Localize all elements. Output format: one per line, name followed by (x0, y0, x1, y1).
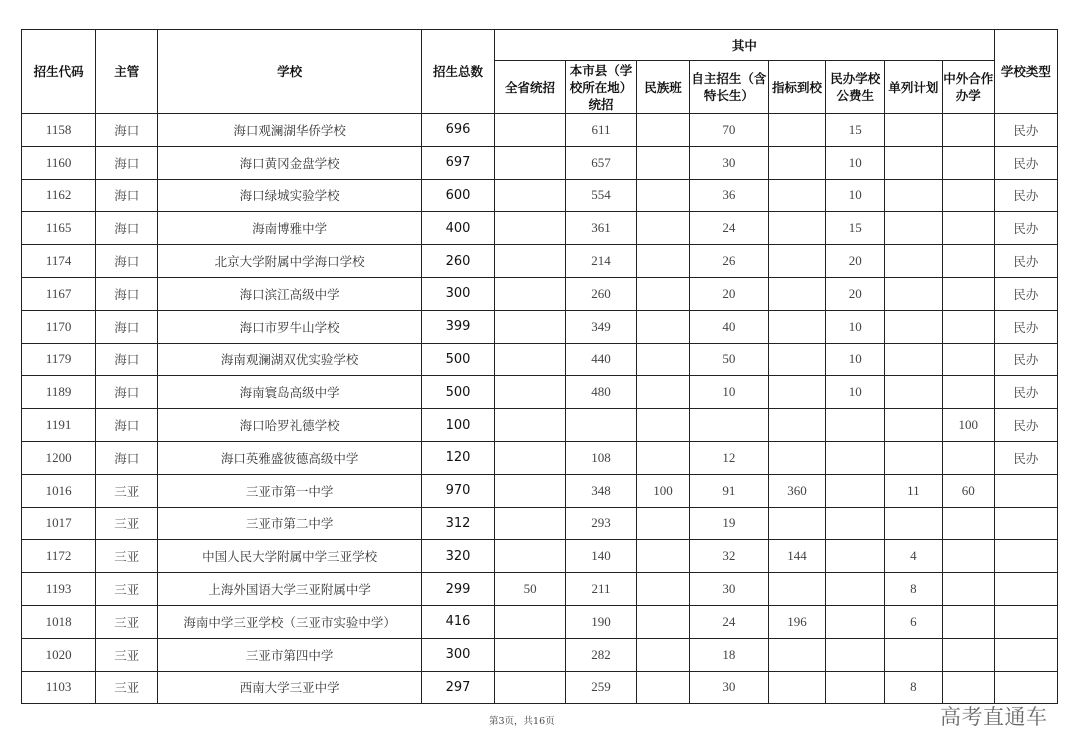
cell-separate-plan (885, 146, 943, 179)
header-row-1 (22, 30, 1058, 61)
cell-separate-plan (885, 343, 943, 376)
cell-local: 480 (566, 376, 637, 409)
header-quota-to-school: 指标到校 (768, 61, 826, 114)
cell-school-type (994, 573, 1057, 606)
cell-school: 西南大学三亚中学 (158, 671, 422, 704)
cell-local (566, 409, 637, 442)
cell-school-type: 民办 (994, 245, 1057, 278)
table-row (22, 245, 1058, 278)
cell-school-type: 民办 (994, 376, 1057, 409)
cell-code: 1162 (22, 179, 96, 212)
cell-independent: 26 (690, 245, 769, 278)
cell-ethnic-class (636, 409, 689, 442)
cell-quota-to-school (768, 179, 826, 212)
cell-private-public-funded (826, 540, 885, 573)
cell-independent (690, 409, 769, 442)
cell-separate-plan (885, 277, 943, 310)
table-row (22, 671, 1058, 704)
cell-local: 293 (566, 507, 637, 540)
cell-school: 上海外国语大学三亚附属中学 (158, 573, 422, 606)
cell-school-type: 民办 (994, 409, 1057, 442)
cell-total: 970 (421, 474, 494, 507)
cell-ethnic-class (636, 573, 689, 606)
cell-school-type: 民办 (994, 212, 1057, 245)
cell-sino-foreign: 100 (942, 409, 994, 442)
cell-local: 108 (566, 441, 637, 474)
enrollment-plan-table (21, 29, 1058, 704)
cell-authority: 三亚 (96, 474, 158, 507)
cell-code: 1200 (22, 441, 96, 474)
cell-independent: 40 (690, 310, 769, 343)
cell-province-wide (495, 212, 566, 245)
cell-local: 260 (566, 277, 637, 310)
cell-private-public-funded (826, 409, 885, 442)
table-row (22, 638, 1058, 671)
header-group-of-which: 其中 (495, 30, 995, 61)
cell-separate-plan (885, 441, 943, 474)
table-row (22, 212, 1058, 245)
cell-sino-foreign (942, 179, 994, 212)
cell-sino-foreign (942, 441, 994, 474)
table-row (22, 441, 1058, 474)
cell-total: 399 (421, 310, 494, 343)
cell-independent: 10 (690, 376, 769, 409)
cell-code: 1160 (22, 146, 96, 179)
cell-independent: 30 (690, 146, 769, 179)
cell-quota-to-school (768, 573, 826, 606)
cell-independent: 50 (690, 343, 769, 376)
cell-private-public-funded: 15 (826, 114, 885, 147)
cell-province-wide (495, 638, 566, 671)
cell-total: 300 (421, 638, 494, 671)
cell-school-type: 民办 (994, 146, 1057, 179)
cell-school: 海口哈罗礼德学校 (158, 409, 422, 442)
header-total: 招生总数 (421, 30, 494, 114)
header-school-type: 学校类型 (994, 30, 1057, 114)
cell-quota-to-school (768, 671, 826, 704)
cell-separate-plan (885, 376, 943, 409)
cell-quota-to-school (768, 376, 826, 409)
cell-sino-foreign (942, 671, 994, 704)
cell-school: 海南观澜湖双优实验学校 (158, 343, 422, 376)
cell-total: 696 (421, 114, 494, 147)
cell-private-public-funded (826, 441, 885, 474)
cell-separate-plan (885, 114, 943, 147)
cell-school-type (994, 605, 1057, 638)
cell-local: 440 (566, 343, 637, 376)
cell-code: 1016 (22, 474, 96, 507)
cell-sino-foreign (942, 507, 994, 540)
cell-ethnic-class: 100 (636, 474, 689, 507)
cell-local: 211 (566, 573, 637, 606)
cell-code: 1017 (22, 507, 96, 540)
cell-sino-foreign (942, 277, 994, 310)
cell-ethnic-class (636, 179, 689, 212)
cell-local: 282 (566, 638, 637, 671)
cell-authority: 海口 (96, 409, 158, 442)
cell-authority: 三亚 (96, 671, 158, 704)
cell-total: 100 (421, 409, 494, 442)
cell-quota-to-school: 196 (768, 605, 826, 638)
cell-school: 海口市罗牛山学校 (158, 310, 422, 343)
cell-authority: 三亚 (96, 507, 158, 540)
table-row (22, 277, 1058, 310)
table-row (22, 605, 1058, 638)
cell-local: 214 (566, 245, 637, 278)
cell-separate-plan: 8 (885, 573, 943, 606)
cell-province-wide: 50 (495, 573, 566, 606)
cell-school: 三亚市第四中学 (158, 638, 422, 671)
cell-school-type: 民办 (994, 277, 1057, 310)
cell-private-public-funded: 20 (826, 277, 885, 310)
cell-local: 554 (566, 179, 637, 212)
cell-school-type: 民办 (994, 114, 1057, 147)
header-school: 学校 (158, 30, 422, 114)
cell-school: 海口英雅盛彼德高级中学 (158, 441, 422, 474)
cell-province-wide (495, 179, 566, 212)
cell-school-type: 民办 (994, 179, 1057, 212)
table-row (22, 474, 1058, 507)
cell-authority: 海口 (96, 179, 158, 212)
cell-authority: 海口 (96, 343, 158, 376)
cell-separate-plan: 11 (885, 474, 943, 507)
cell-quota-to-school (768, 441, 826, 474)
table-row (22, 179, 1058, 212)
cell-independent: 18 (690, 638, 769, 671)
cell-sino-foreign (942, 343, 994, 376)
cell-ethnic-class (636, 540, 689, 573)
cell-total: 120 (421, 441, 494, 474)
cell-private-public-funded (826, 507, 885, 540)
cell-local: 348 (566, 474, 637, 507)
cell-code: 1191 (22, 409, 96, 442)
header-province-wide: 全省统招 (495, 61, 566, 114)
cell-authority: 海口 (96, 441, 158, 474)
cell-school: 中国人民大学附属中学三亚学校 (158, 540, 422, 573)
cell-authority: 海口 (96, 114, 158, 147)
cell-separate-plan (885, 179, 943, 212)
cell-school-type (994, 474, 1057, 507)
cell-ethnic-class (636, 146, 689, 179)
cell-independent: 30 (690, 671, 769, 704)
cell-school-type: 民办 (994, 310, 1057, 343)
cell-total: 299 (421, 573, 494, 606)
cell-total: 600 (421, 179, 494, 212)
cell-school-type: 民办 (994, 441, 1057, 474)
cell-school-type (994, 671, 1057, 704)
cell-sino-foreign (942, 212, 994, 245)
header-separate-plan: 单列计划 (885, 61, 943, 114)
cell-total: 312 (421, 507, 494, 540)
cell-sino-foreign (942, 376, 994, 409)
cell-ethnic-class (636, 343, 689, 376)
cell-total: 500 (421, 376, 494, 409)
table-body (22, 114, 1058, 704)
cell-ethnic-class (636, 638, 689, 671)
cell-sino-foreign (942, 540, 994, 573)
table-row (22, 507, 1058, 540)
cell-quota-to-school (768, 212, 826, 245)
cell-ethnic-class (636, 605, 689, 638)
cell-authority: 三亚 (96, 605, 158, 638)
table-row (22, 146, 1058, 179)
cell-sino-foreign: 60 (942, 474, 994, 507)
cell-independent: 32 (690, 540, 769, 573)
header-ethnic-class: 民族班 (636, 61, 689, 114)
table-row (22, 343, 1058, 376)
cell-quota-to-school (768, 343, 826, 376)
table-row (22, 409, 1058, 442)
cell-school: 海南中学三亚学校（三亚市实验中学） (158, 605, 422, 638)
cell-separate-plan (885, 409, 943, 442)
cell-quota-to-school (768, 277, 826, 310)
cell-quota-to-school (768, 638, 826, 671)
cell-code: 1179 (22, 343, 96, 376)
cell-school: 海口观澜湖华侨学校 (158, 114, 422, 147)
cell-private-public-funded: 10 (826, 343, 885, 376)
cell-province-wide (495, 146, 566, 179)
cell-ethnic-class (636, 441, 689, 474)
cell-province-wide (495, 507, 566, 540)
table-row (22, 573, 1058, 606)
cell-school: 三亚市第一中学 (158, 474, 422, 507)
cell-private-public-funded: 10 (826, 376, 885, 409)
cell-total: 416 (421, 605, 494, 638)
cell-province-wide (495, 441, 566, 474)
cell-ethnic-class (636, 245, 689, 278)
cell-private-public-funded (826, 671, 885, 704)
cell-private-public-funded: 20 (826, 245, 885, 278)
table-row (22, 540, 1058, 573)
cell-school: 海口滨江高级中学 (158, 277, 422, 310)
cell-separate-plan (885, 245, 943, 278)
cell-private-public-funded (826, 638, 885, 671)
cell-independent: 20 (690, 277, 769, 310)
table-row (22, 114, 1058, 147)
cell-private-public-funded (826, 573, 885, 606)
cell-local: 349 (566, 310, 637, 343)
cell-sino-foreign (942, 245, 994, 278)
cell-school: 海南博雅中学 (158, 212, 422, 245)
cell-province-wide (495, 671, 566, 704)
cell-independent: 70 (690, 114, 769, 147)
cell-sino-foreign (942, 573, 994, 606)
cell-sino-foreign (942, 114, 994, 147)
cell-ethnic-class (636, 277, 689, 310)
cell-school-type (994, 638, 1057, 671)
cell-local: 140 (566, 540, 637, 573)
cell-school: 三亚市第二中学 (158, 507, 422, 540)
cell-ethnic-class (636, 212, 689, 245)
cell-independent: 36 (690, 179, 769, 212)
cell-quota-to-school: 144 (768, 540, 826, 573)
cell-province-wide (495, 605, 566, 638)
cell-code: 1189 (22, 376, 96, 409)
cell-code: 1193 (22, 573, 96, 606)
cell-total: 400 (421, 212, 494, 245)
cell-code: 1018 (22, 605, 96, 638)
cell-authority: 海口 (96, 310, 158, 343)
cell-province-wide (495, 310, 566, 343)
cell-province-wide (495, 376, 566, 409)
cell-total: 300 (421, 277, 494, 310)
cell-total: 260 (421, 245, 494, 278)
cell-code: 1158 (22, 114, 96, 147)
cell-separate-plan (885, 638, 943, 671)
cell-sino-foreign (942, 146, 994, 179)
header-private-public-funded: 民办学校公费生 (826, 61, 885, 114)
cell-quota-to-school (768, 245, 826, 278)
cell-separate-plan: 8 (885, 671, 943, 704)
cell-independent: 12 (690, 441, 769, 474)
cell-ethnic-class (636, 671, 689, 704)
cell-local: 361 (566, 212, 637, 245)
header-sino-foreign: 中外合作办学 (942, 61, 994, 114)
cell-code: 1172 (22, 540, 96, 573)
cell-private-public-funded: 15 (826, 212, 885, 245)
cell-ethnic-class (636, 114, 689, 147)
watermark: 高考直通车 (940, 705, 1048, 729)
cell-local: 259 (566, 671, 637, 704)
page-number: 第3页，共16页 (489, 716, 555, 727)
cell-private-public-funded (826, 474, 885, 507)
cell-code: 1174 (22, 245, 96, 278)
cell-province-wide (495, 409, 566, 442)
cell-school: 海南寰岛高级中学 (158, 376, 422, 409)
cell-total: 697 (421, 146, 494, 179)
cell-authority: 海口 (96, 245, 158, 278)
cell-school-type (994, 540, 1057, 573)
cell-province-wide (495, 540, 566, 573)
cell-ethnic-class (636, 507, 689, 540)
cell-quota-to-school (768, 310, 826, 343)
cell-separate-plan (885, 310, 943, 343)
cell-private-public-funded: 10 (826, 179, 885, 212)
cell-code: 1020 (22, 638, 96, 671)
header-authority: 主管 (96, 30, 158, 114)
cell-private-public-funded: 10 (826, 146, 885, 179)
cell-total: 297 (421, 671, 494, 704)
cell-private-public-funded (826, 605, 885, 638)
cell-quota-to-school (768, 507, 826, 540)
header-code: 招生代码 (22, 30, 96, 114)
cell-code: 1170 (22, 310, 96, 343)
cell-ethnic-class (636, 376, 689, 409)
cell-authority: 海口 (96, 146, 158, 179)
cell-school: 海口绿城实验学校 (158, 179, 422, 212)
cell-separate-plan (885, 212, 943, 245)
cell-separate-plan: 6 (885, 605, 943, 638)
cell-province-wide (495, 114, 566, 147)
cell-code: 1167 (22, 277, 96, 310)
cell-separate-plan (885, 507, 943, 540)
cell-local: 611 (566, 114, 637, 147)
cell-code: 1165 (22, 212, 96, 245)
cell-local: 657 (566, 146, 637, 179)
cell-total: 500 (421, 343, 494, 376)
table-row (22, 376, 1058, 409)
cell-independent: 24 (690, 605, 769, 638)
cell-quota-to-school (768, 409, 826, 442)
cell-independent: 91 (690, 474, 769, 507)
cell-authority: 海口 (96, 376, 158, 409)
cell-quota-to-school: 360 (768, 474, 826, 507)
cell-school-type: 民办 (994, 343, 1057, 376)
header-independent: 自主招生（含特长生） (690, 61, 769, 114)
cell-sino-foreign (942, 310, 994, 343)
cell-sino-foreign (942, 638, 994, 671)
cell-total: 320 (421, 540, 494, 573)
cell-independent: 30 (690, 573, 769, 606)
table-row (22, 310, 1058, 343)
cell-authority: 海口 (96, 277, 158, 310)
cell-independent: 19 (690, 507, 769, 540)
cell-province-wide (495, 277, 566, 310)
cell-authority: 三亚 (96, 573, 158, 606)
cell-province-wide (495, 474, 566, 507)
cell-private-public-funded: 10 (826, 310, 885, 343)
cell-local: 190 (566, 605, 637, 638)
cell-ethnic-class (636, 310, 689, 343)
cell-quota-to-school (768, 114, 826, 147)
cell-province-wide (495, 343, 566, 376)
cell-quota-to-school (768, 146, 826, 179)
cell-school: 北京大学附属中学海口学校 (158, 245, 422, 278)
cell-authority: 海口 (96, 212, 158, 245)
cell-school: 海口黄冈金盘学校 (158, 146, 422, 179)
cell-code: 1103 (22, 671, 96, 704)
cell-school-type (994, 507, 1057, 540)
cell-province-wide (495, 245, 566, 278)
cell-separate-plan: 4 (885, 540, 943, 573)
cell-sino-foreign (942, 605, 994, 638)
header-local: 本市县（学校所在地）统招 (566, 61, 637, 114)
cell-authority: 三亚 (96, 638, 158, 671)
cell-independent: 24 (690, 212, 769, 245)
cell-authority: 三亚 (96, 540, 158, 573)
